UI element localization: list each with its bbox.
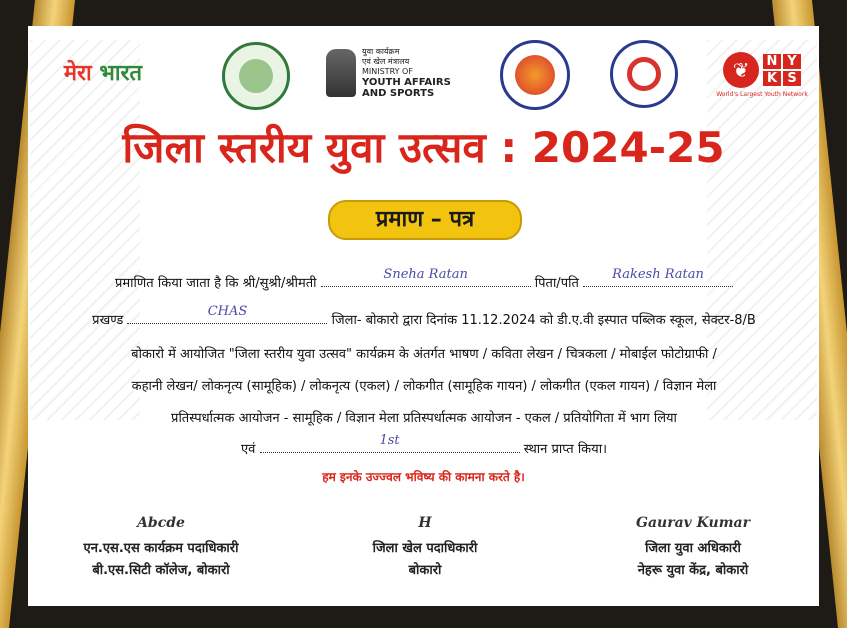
nyks-logo [716,42,808,108]
block-field [127,304,327,324]
certificate-title: जिला स्तरीय युवा उत्सव : 2024-25 [122,123,725,172]
signatory-subtitle: बोकारो [408,563,442,578]
body-text: एवं [240,442,256,457]
nyks-letter: N [763,54,781,69]
father-value: Rakesh Ratan [612,267,704,282]
body-line-4: कहानी लेखन/ लोकनृत्य (सामूहिक) / लोकनृत्य (एकल) / लोकगीत (सामूहिक गायन) / लोकगीत (एकल गायन) / विज्ञान मेला [131,379,717,394]
father-field [583,267,733,287]
ministry-hindi-2: एवं खेल मंत्रालय [362,57,410,66]
body-text: प्रमाणित किया जाता है कि श्री/सुश्री/श्रीमती [115,276,317,291]
ministry-en-2: YOUTH AFFAIRS [362,77,451,88]
national-emblem-icon [326,49,356,97]
signatory-title: जिला युवा अधिकारी [645,541,741,556]
nyks-emblem-icon: ❦ [723,52,759,88]
body-line-6 [40,433,808,457]
mybharat-logo: मेरा भारत [63,60,143,86]
ministry-en-1: MINISTRY OF [362,67,413,76]
signature-scribble: Abcde [137,515,185,531]
body-line-1 [40,267,808,291]
position-field [260,433,520,453]
body-text: पिता/पति [534,276,579,291]
signatory-subtitle: बी.एस.सिटी कॉलेज, बोकारो [92,563,230,578]
body-line-5: प्रतिस्पर्धात्मक आयोजन - सामूहिक / विज्ञान मेला प्रतिस्पर्धात्मक आयोजन - एकल / प्रतियोगिता में भाग लिया [171,411,677,426]
ministry-hindi-1: युवा कार्यक्रम [362,47,400,56]
wish-text: हम इनके उज्ज्वल भविष्य की कामना करते है। [322,470,525,484]
position-value: 1st [379,433,400,448]
signature-scribble: Gaurav Kumar [636,515,750,531]
signatory-title: एन.एस.एस कार्यक्रम पदाधिकारी [83,541,239,556]
certificate-badge: प्रमाण – पत्र [328,200,522,240]
ministry-en-3: AND SPORTS [362,88,435,99]
background-pattern-left [30,40,140,420]
body-text: स्थान प्राप्त किया। [523,442,608,457]
rashtriya-yuva-seal-icon [500,40,570,110]
nyks-letter: S [783,71,801,86]
signature-block [568,512,818,582]
signature-block [300,512,550,582]
signature-block [36,512,286,582]
body-line-3: बोकारो में आयोजित "जिला स्तरीय युवा उत्सव" कार्यक्रम के अंतर्गत भाषण / कविता लेखन / चित्रकला / मोबाईल फोटोग्राफी / [131,347,717,362]
body-text: जिला- बोकारो द्वारा दिनांक 11.12.2024 को डी.ए.वी इस्पात पब्लिक स्कूल, सेक्टर-8/B [331,313,756,328]
nyks-caption: World's Largest Youth Network [716,91,808,98]
body-line-2 [40,304,808,328]
name-field [321,267,531,287]
jharkhand-seal-icon [222,42,290,110]
block-value: CHAS [207,304,248,319]
nyks-letter: K [763,71,781,86]
ministry-logo [326,42,466,104]
signatory-title: जिला खेल पदाधिकारी [372,541,478,556]
nyks-letter: Y [783,54,801,69]
name-value: Sneha Ratan [383,267,468,282]
signature-scribble: H [418,515,432,531]
nss-seal-icon [610,40,678,108]
signatory-subtitle: नेहरू युवा केंद्र, बोकारो [637,563,749,578]
body-text: प्रखण्ड [92,313,124,328]
